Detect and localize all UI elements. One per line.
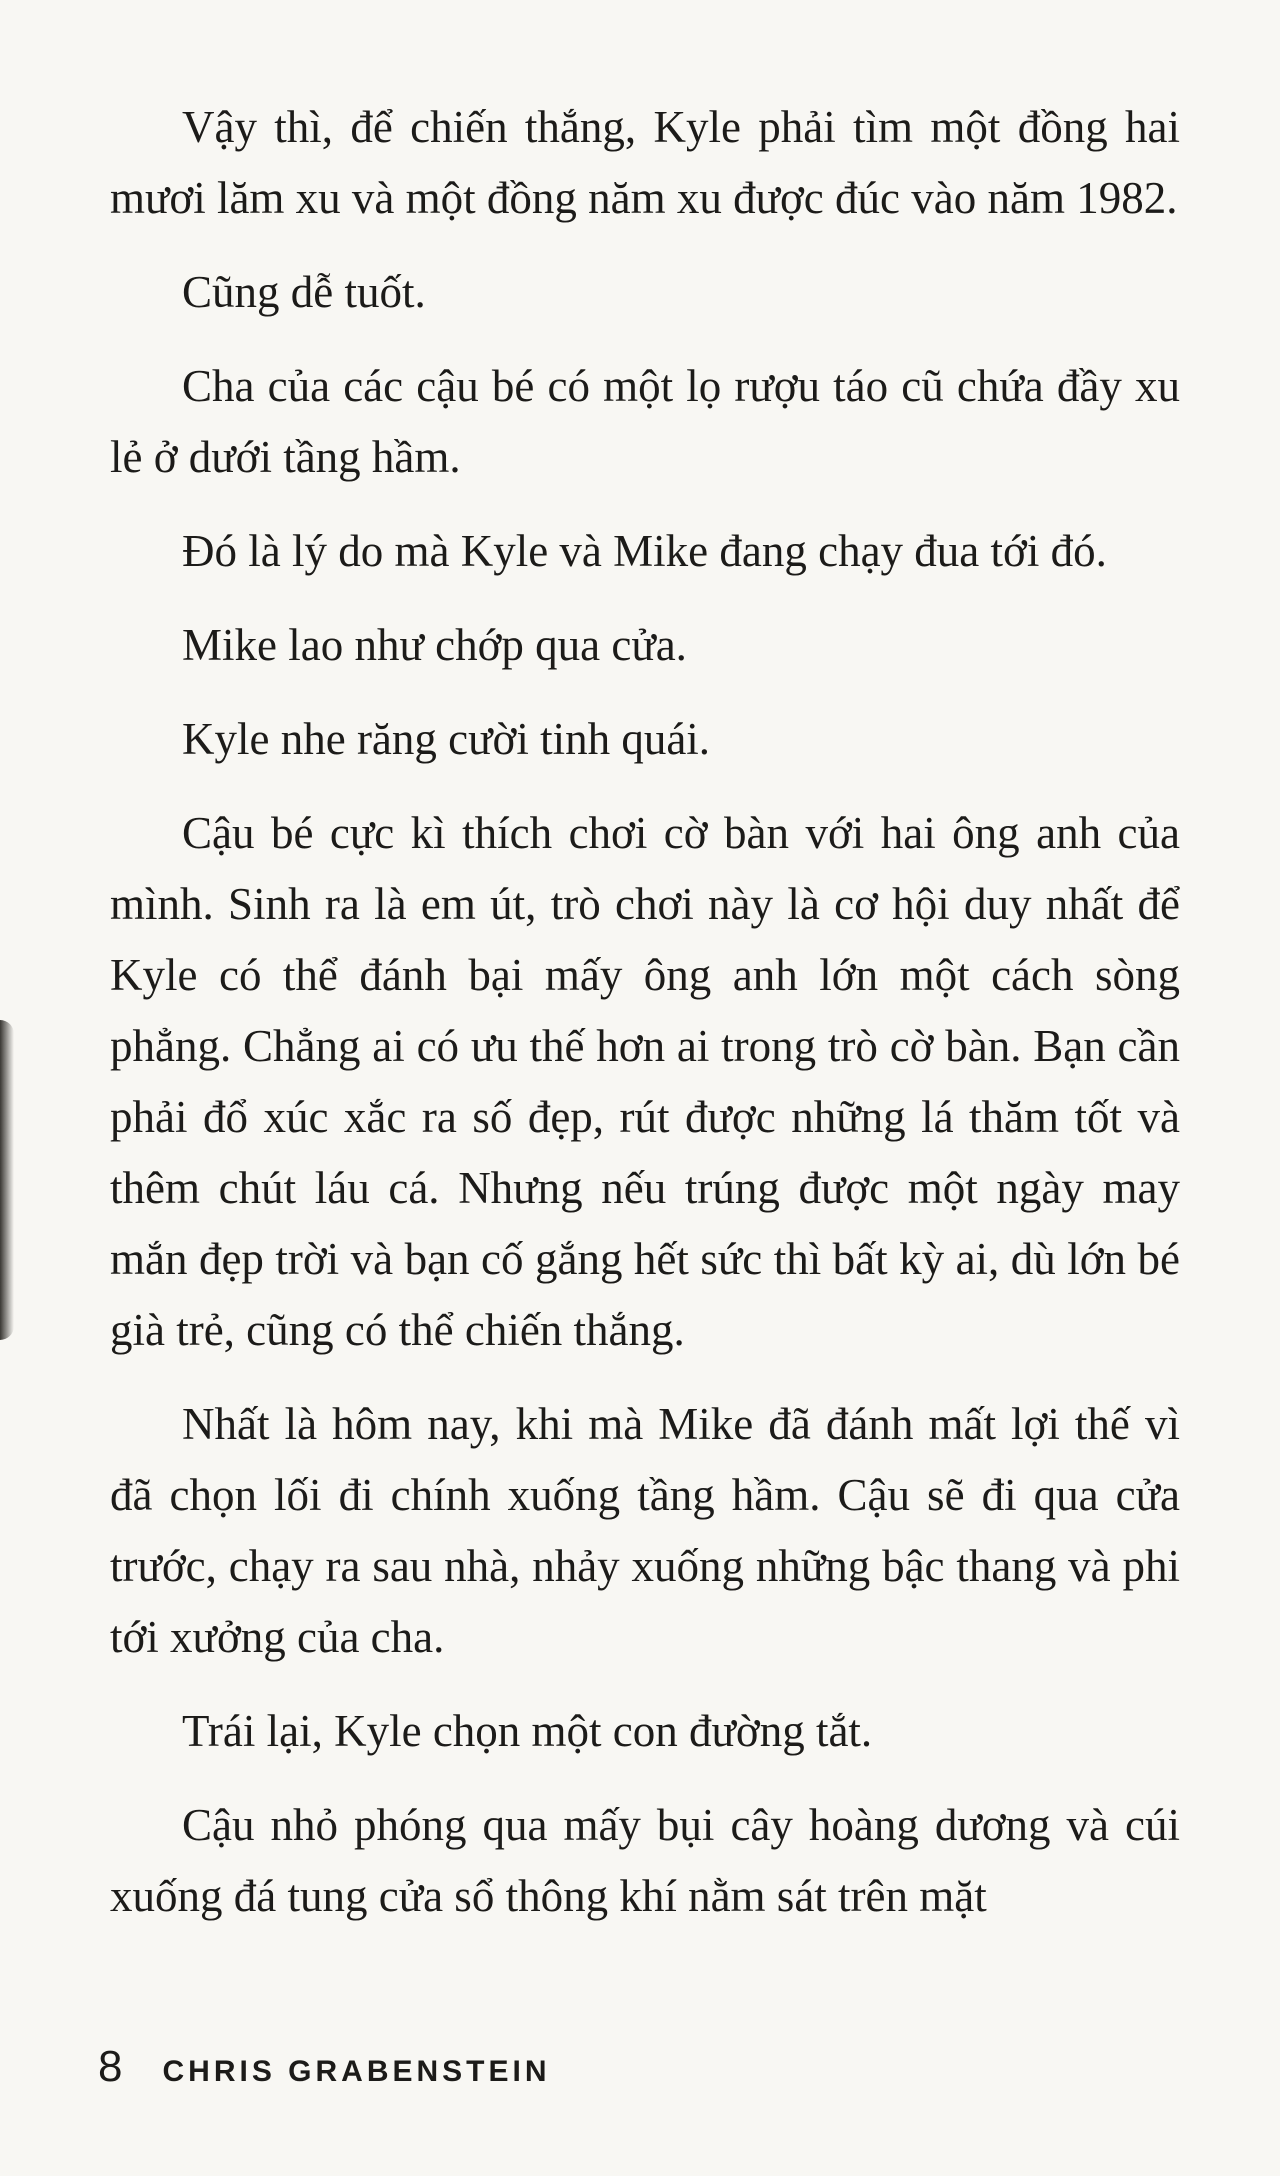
paragraph: Nhất là hôm nay, khi mà Mike đã đánh mất lợi thế vì đã chọn lối đi chính xuống tầng hầm. Cậu sẽ đi qua cửa trước, chạy ra sau nhà, nhảy xuống những bậc thang và phi tới xưởng của cha. <box>110 1399 1180 1662</box>
body-text <box>110 92 1180 1955</box>
paragraph: Cũng dễ tuốt. <box>182 267 426 317</box>
paragraph: Cha của các cậu bé có một lọ rượu táo cũ chứa đầy xu lẻ ở dưới tầng hầm. <box>110 361 1180 482</box>
paragraph: Kyle nhe răng cười tinh quái. <box>182 714 711 764</box>
author-name: CHRIS GRABENSTEIN <box>162 2055 551 2088</box>
paragraph: Cậu bé cực kì thích chơi cờ bàn với hai ông anh của mình. Sinh ra là em út, trò chơi này là cơ hội duy nhất để Kyle có thể đánh bại mấy ông anh lớn một cách sòng phẳng. Chẳng ai có ưu thế hơn ai trong trò cờ bàn. Bạn cần phải đổ xúc xắc ra số đẹp, rút được những lá thăm tốt và thêm chút láu cá. Nhưng nếu trúng được một ngày may mắn đẹp trời và bạn cố gắng hết sức thì bất kỳ ai, dù lớn bé già trẻ, cũng có thể chiến thắng. <box>110 808 1180 1355</box>
paragraph: Mike lao như chớp qua cửa. <box>182 620 687 670</box>
page-number: 8 <box>98 2042 123 2091</box>
paragraph: Trái lại, Kyle chọn một con đường tắt. <box>182 1706 873 1756</box>
page-footer <box>98 2042 551 2092</box>
paragraph: Đó là lý do mà Kyle và Mike đang chạy đua tới đó. <box>182 526 1107 576</box>
page-edge-shadow <box>0 1020 14 1340</box>
paragraph: Cậu nhỏ phóng qua mấy bụi cây hoàng dương và cúi xuống đá tung cửa sổ thông khí nằm sát trên mặt <box>110 1800 1180 1921</box>
paragraph: Vậy thì, để chiến thắng, Kyle phải tìm một đồng hai mươi lăm xu và một đồng năm xu được đúc vào năm 1982. <box>110 102 1180 223</box>
